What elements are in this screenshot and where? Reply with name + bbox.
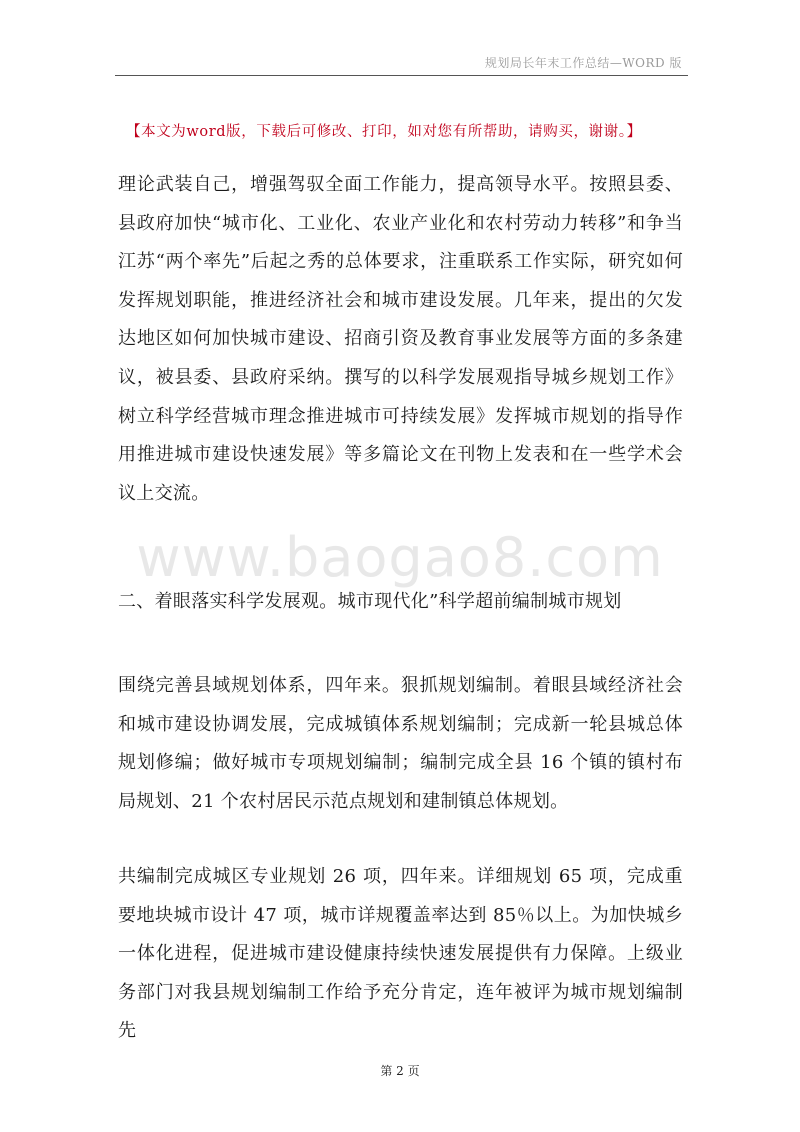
body-paragraph-3: 围绕完善县域规划体系，四年来。狠抓规划编制。着眼县域经济社会和城市建设协调发展，完成城镇体系规划编制；完成新一轮县城总体规划修编；做好城市专项规划编制；编制完成全县 16 个镇的镇村布局规划、21 个农村居民示范点规划和建制镇总体规划。 <box>118 675 683 812</box>
header-divider <box>115 75 688 76</box>
body-paragraph-1: 理论武装自己，增强驾驭全面工作能力，提高领导水平。按照县委、县政府加快“城市化、工业化、农业产业化和农村劳动力转移”和争当江苏“两个率先”后起之秀的总体要求，注重联系工作实际，研究如何发挥规划职能，推进经济社会和城市建设发展。几年来，提出的欠发达地区如何加快城市建设、招商引资及教育事业发展等方面的多条建议，被县委、县政府采纳。撰写的以科学发展观指导城乡规划工作》树立科学经营城市理念推进城市可持续发展》发挥城市规划的指导作用推进城市建设快速发展》等多篇论文在刊物上发表和在一些学术会议上交流。 <box>118 174 683 504</box>
watermark: www.baogao8.com <box>136 526 664 589</box>
body-paragraph-4: 共编制完成城区专业规划 26 项，四年来。详细规划 65 项，完成重要地块城市设计 47 项，城市详规覆盖率达到 85％以上。为加快城乡一体化进程，促进城市建设健康持续快速发展提供有力保障。上级业务部门对我县规划编制工作给予充分肯定，连年被评为城市规划编制先 <box>118 866 683 1042</box>
header-title: 规划局长年末工作总结—WORD 版 <box>484 56 682 70</box>
purchase-notice: 【本文为word版，下载后可修改、打印，如对您有所帮助，请购买，谢谢。】 <box>126 124 642 140</box>
page-number: 第 2 页 <box>380 1064 420 1078</box>
section-heading-2: 二、着眼落实科学发展观。城市现代化”科学超前编制城市规划 <box>118 591 622 612</box>
